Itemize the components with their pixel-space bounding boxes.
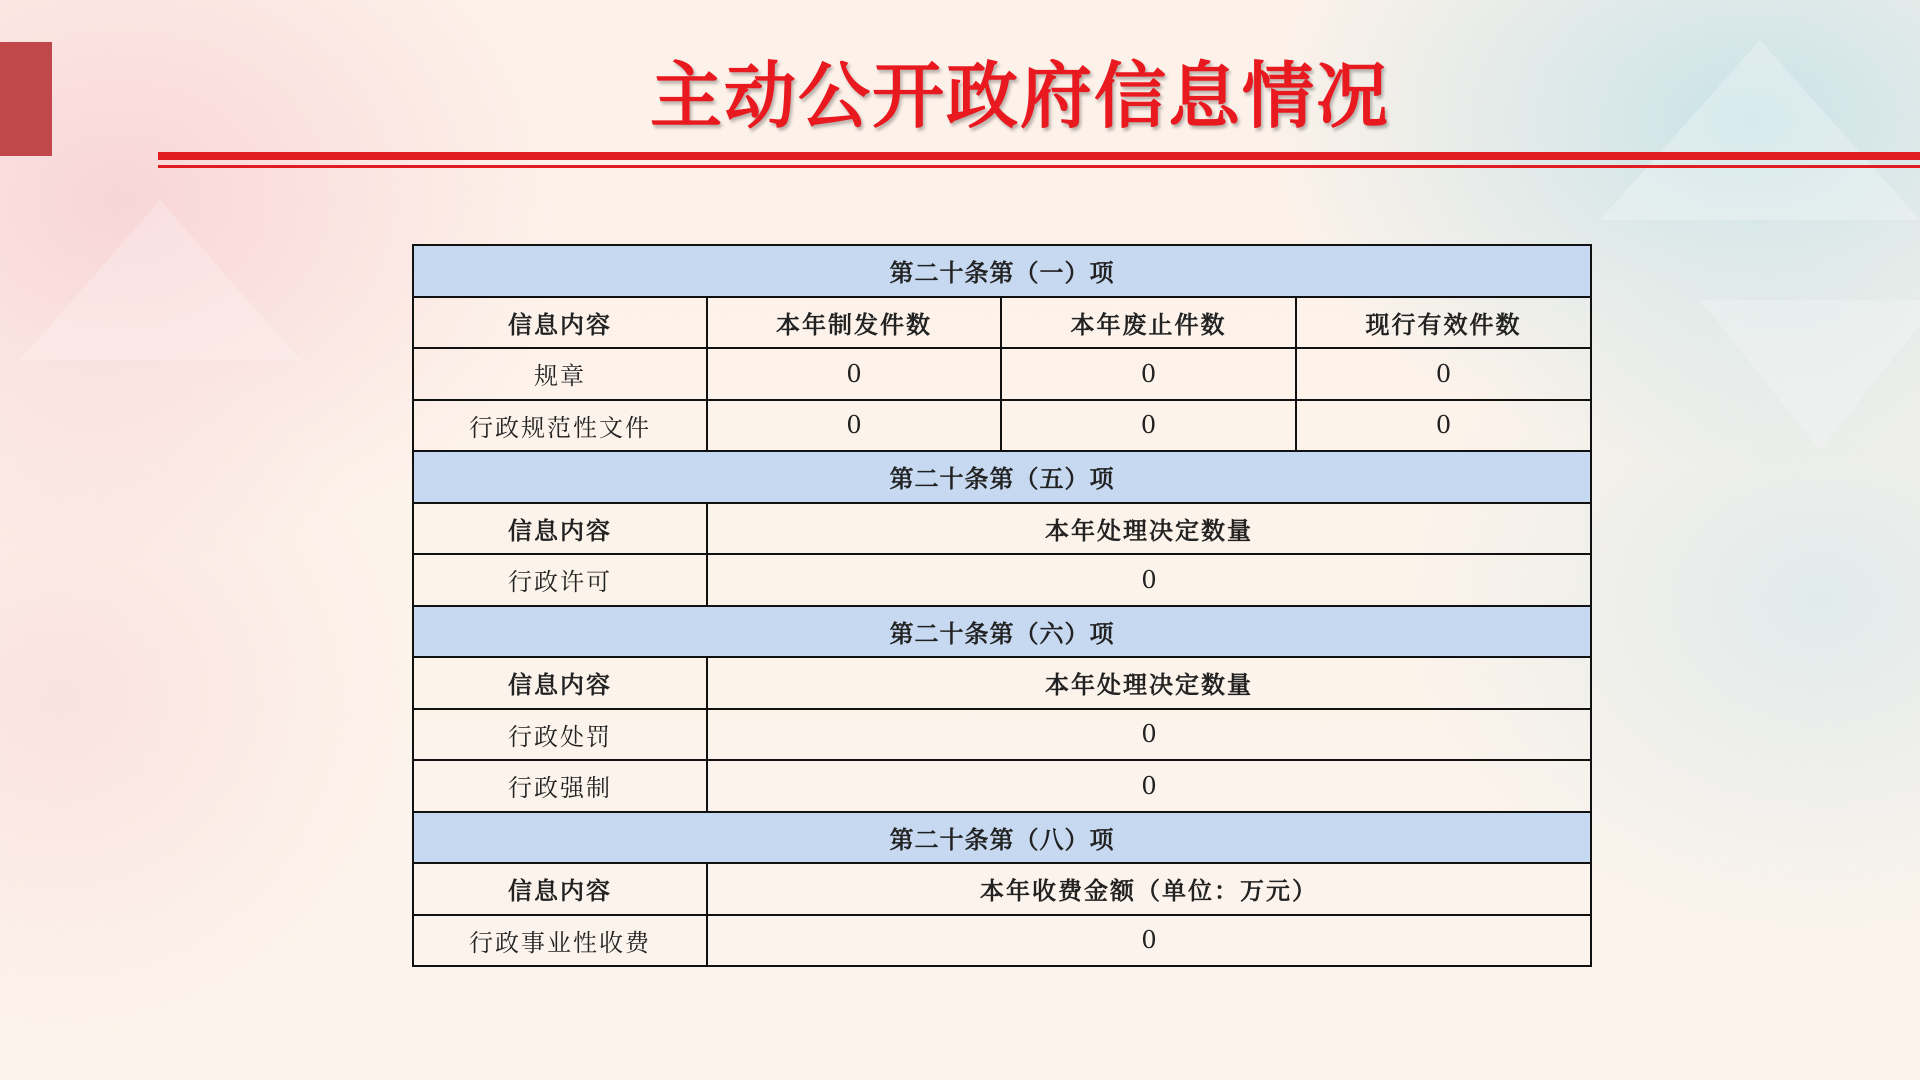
title-underline-thick [158,152,1920,160]
row-label: 行政规范性文件 [413,400,707,452]
table-cell: 0 [707,760,1591,812]
table-row [413,760,1591,812]
row-label: 行政许可 [413,554,707,606]
row-label: 行政处罚 [413,709,707,761]
background-decoration [20,200,300,360]
table-cell: 0 [707,709,1591,761]
column-header: 信息内容 [413,503,707,555]
row-label: 行政强制 [413,760,707,812]
background-decoration [1700,300,1920,450]
table-row [413,348,1591,400]
row-label: 行政事业性收费 [413,915,707,967]
section-heading: 第二十条第（六）项 [413,606,1591,658]
table-cell: 0 [707,915,1591,967]
section-header-row [413,812,1591,864]
table-row [413,915,1591,967]
column-header: 信息内容 [413,297,707,349]
section-heading: 第二十条第（一）项 [413,245,1591,297]
table-cell: 0 [1296,348,1591,400]
table-row [413,400,1591,452]
table-cell: 0 [1001,400,1296,452]
column-header: 本年收费金额（单位：万元） [707,863,1591,915]
column-header: 本年处理决定数量 [707,503,1591,555]
table-cell: 0 [1296,400,1591,452]
column-header-row [413,863,1591,915]
column-header: 信息内容 [413,863,707,915]
disclosure-table [412,244,1592,967]
table-cell: 0 [1001,348,1296,400]
section-heading: 第二十条第（八）项 [413,812,1591,864]
table-cell: 0 [707,554,1591,606]
column-header-row [413,503,1591,555]
column-header: 本年废止件数 [1001,297,1296,349]
table-cell: 0 [707,348,1001,400]
table-row [413,554,1591,606]
column-header-row [413,657,1591,709]
column-header: 信息内容 [413,657,707,709]
table-row [413,709,1591,761]
row-label: 规章 [413,348,707,400]
table-cell: 0 [707,400,1001,452]
section-header-row [413,245,1591,297]
section-header-row [413,451,1591,503]
column-header: 本年处理决定数量 [707,657,1591,709]
title-underline-thin [158,165,1920,168]
column-header: 本年制发件数 [707,297,1001,349]
section-heading: 第二十条第（五）项 [413,451,1591,503]
column-header-row [413,297,1591,349]
section-header-row [413,606,1591,658]
page-title: 主动公开政府信息情况 [649,54,1390,138]
column-header: 现行有效件数 [1296,297,1591,349]
